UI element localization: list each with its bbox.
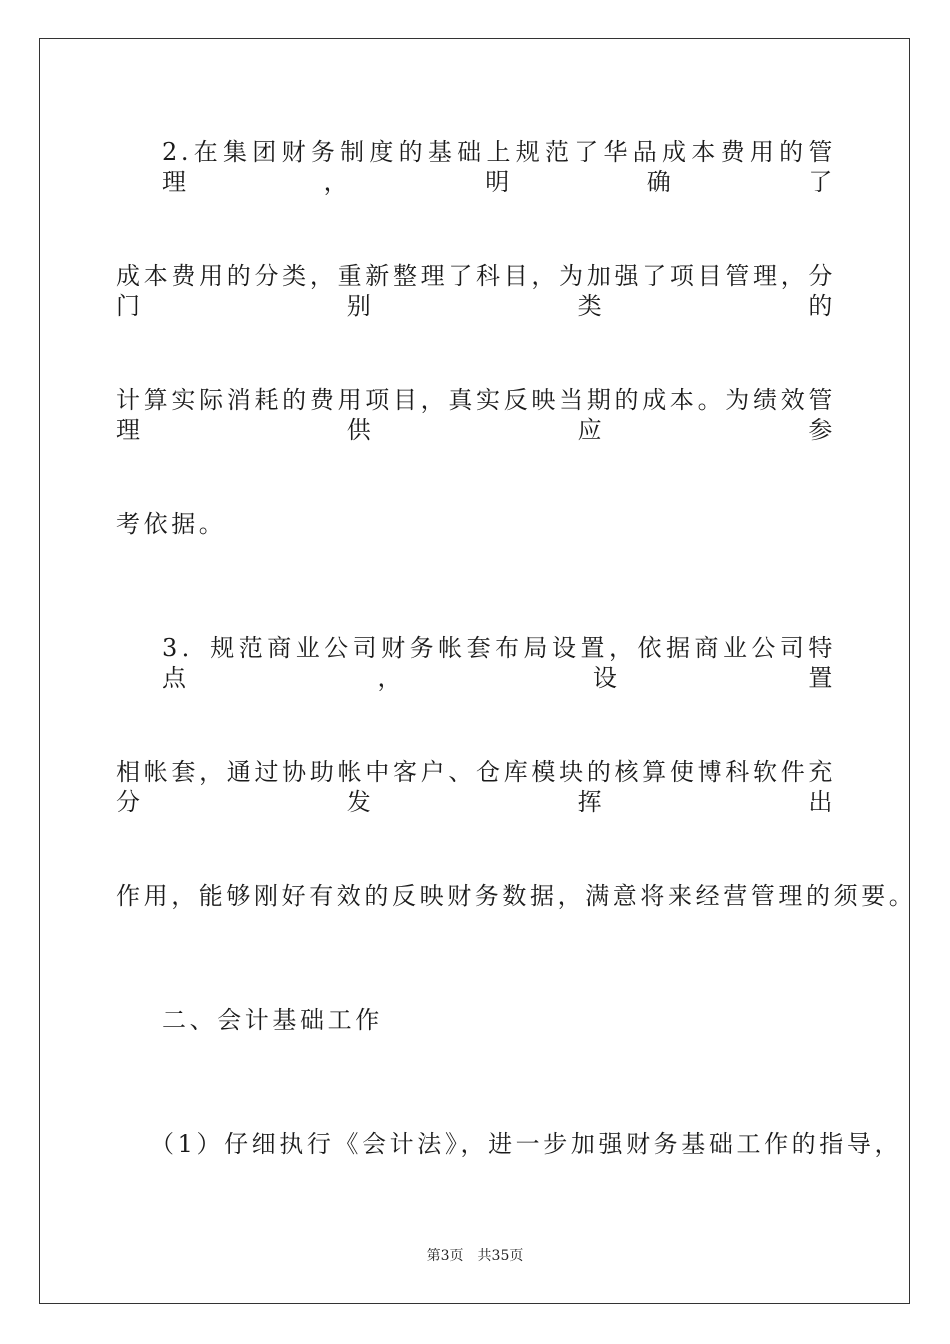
body-line-5: 3．规范商业公司财务帐套布局设置，依据商业公司特点，设置 <box>162 634 836 692</box>
body-line-2: 成本费用的分类，重新整理了科目，为加强了项目管理，分门别类的 <box>116 262 836 320</box>
body-line-3: 计算实际消耗的费用项目，真实反映当期的成本。为绩效管理供应参 <box>116 386 836 444</box>
body-line-6: 相帐套，通过协助帐中客户、仓库模块的核算使博科软件充分发挥出 <box>116 758 836 816</box>
section-heading: 二、会计基础工作 <box>162 1006 383 1034</box>
body-line-9: （1）仔细执行《会计法》，进一步加强财务基础工作的指导， <box>150 1130 903 1158</box>
page-footer <box>0 1246 950 1266</box>
page-total: 共35页 <box>477 1248 524 1264</box>
body-line-4: 考依据。 <box>116 510 227 538</box>
body-line-7: 作用，能够刚好有效的反映财务数据，满意将来经营管理的须要。 <box>116 882 917 910</box>
page-number: 第3页 <box>426 1248 464 1264</box>
body-line-1: 2.在集团财务制度的基础上规范了华品成本费用的管理，明确了 <box>162 138 836 196</box>
